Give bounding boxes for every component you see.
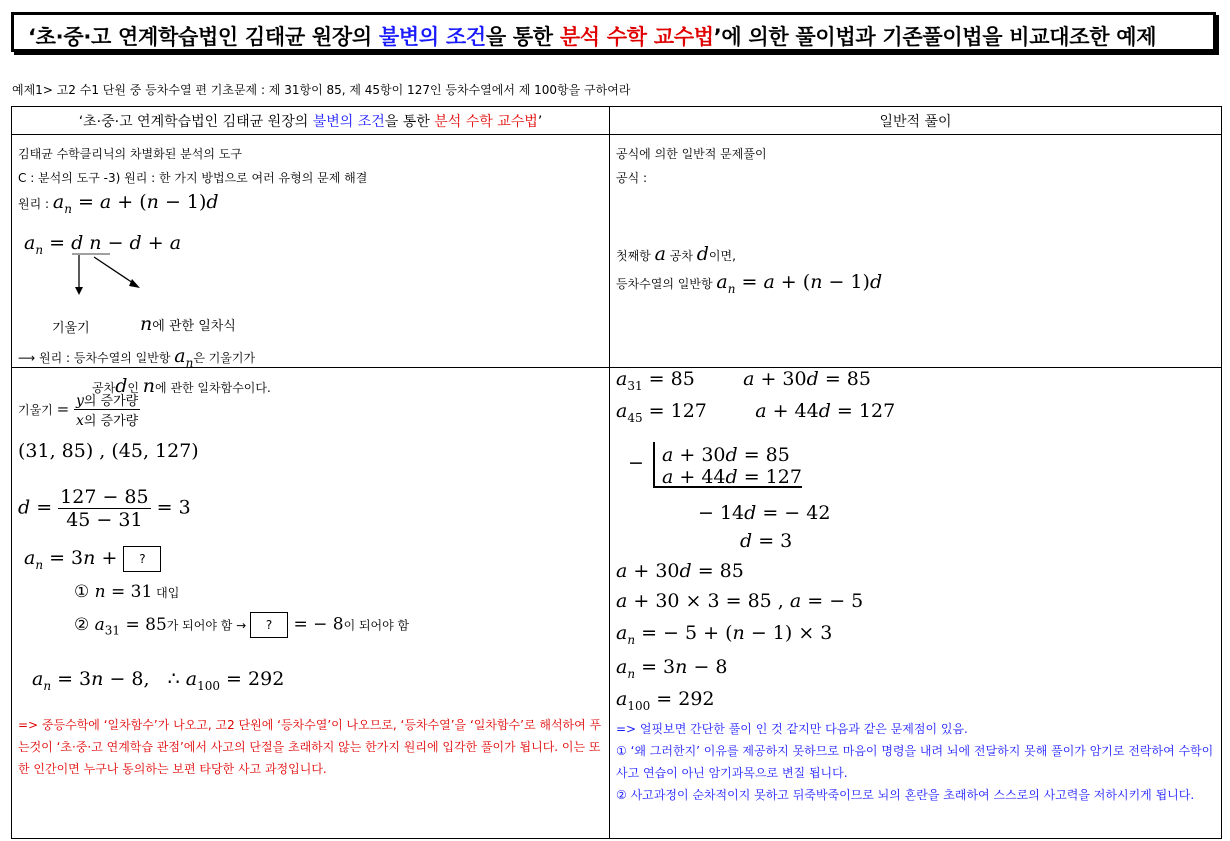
general-solution-title: 공식에 의한 일반적 문제풀이 [616,147,767,161]
substitute-eq: a + 30d = 85 [616,560,744,582]
slope-denominator: 의 증가량 [83,414,139,429]
title-part5: ’에 의한 풀이법과 기존풀이법을 비교대조한 예제 [713,25,1157,49]
header-left-highlight-method: 분석 수학 교수법 [434,113,538,130]
a-value: a + 30 × 3 = 85 , a = − 5 [616,590,864,612]
step-1-text: 대입 [152,586,180,600]
unknown-box: ? [123,546,161,572]
slope-computation: d = $\frac{127 - 85}{45 - 31}$ = 3 [18,486,191,531]
given-a45: $a_{45} = 127$ a + 44d = 127 [616,400,896,425]
slope-numerator: 의 증가량 [83,394,139,409]
principle-summary-a: ⟶ 원리 : 등차수열의 일반항 [18,351,175,365]
left-top-cell [12,135,610,397]
subtraction-result: − 14d = − 42 [698,502,831,524]
final-answer: $a_n = 3n - 8$, ∴ $a_{100} = 292$ [32,668,285,693]
first-term-c: 이면, [708,249,736,263]
title-box [11,12,1216,52]
principle-formula: 원리 : $a_n = a + (n - 1)d$ [18,191,219,216]
label-slope: 기울기 [52,321,90,336]
header-left-part5: ’ [537,113,543,130]
linear-form-formula: $a_n = d$ n − d + a [24,232,182,257]
system-eq2: a + 44d = 127 [662,466,802,488]
first-term-b: 공차 [665,249,697,263]
given-points: (31, 85) , (45, 127) [18,440,199,462]
problem-point-1: ① ‘왜 그러한지’ 이유를 제공하지 못하므로 마음이 명령을 내려 뇌에 전달하지 못해 풀이가 암기로 전락하여 수학이 사고 연습이 아닌 암기과목으로 변질 됩니다. [616,744,1214,780]
general-term-substituted: $a_n$ = − 5 + (n − 1) × 3 [616,622,833,647]
header-right: 일반적 풀이 [610,107,1222,135]
header-left-part3: 을 통한 [384,113,435,130]
problem-statement: 예제1> 고2 수1 단원 중 등차수열 편 기초문제 : 제 31항이 85, 제 45항이 127인 등차수열에서 제 100항을 구하여라 [12,83,631,97]
header-left-part1: ‘초·중·고 연계학습법인 김태균 원장의 [78,113,313,130]
principle-summary-c: 공차 [92,381,116,395]
left-bottom-cell [12,368,610,839]
partial-general-term: $a_n = 3n$ + ? [24,546,161,572]
step-2-text-b: 이 되어야 함 [343,618,410,633]
step-2-text-a: 가 되어야 함 → [166,618,251,633]
method-explanation-note: => 중등수학에 ‘일차함수’가 나오고, 고2 단원에 ‘등차수열’이 나오므로, ‘등차수열’을 ‘일차함수’로 해석하여 푸는것이 ‘초·중·고 연계학습 관점’에서 사고의 단절을 초래하지 않는 한가지 원리에 입각한 풀이가 됩니다. 이는 또한 인간이면 누구나 동의하는 보편 타당한 사고 과정입니다. [18,718,602,776]
principle-label: 원리 : [18,197,53,211]
analysis-arrows [62,253,162,313]
unknown-box-2: ? [250,612,288,638]
label-linear-expression: n에 관한 일차식 [140,313,236,335]
first-term-line: 첫째항 a 공차 d이면, [616,243,736,265]
title-part1: ‘초·중·고 연계학습법인 김태균 원장의 [28,25,379,49]
title-highlight-invariant: 불변의 조건 [378,25,486,49]
system-eq1: a + 30d = 85 [662,444,790,466]
right-top-cell [610,135,1222,368]
right-bottom-cell [610,368,1222,839]
label-linear-text: 에 관한 일차식 [152,319,236,334]
general-term-simplified: $a_n = 3n - 8$ [616,656,728,681]
first-term-a: 첫째항 [616,249,655,263]
subtract-sign: − [628,452,644,474]
step-2: ② $a_{31} = 85$가 되어야 함 → ? = − 8이 되어야 함 [74,612,409,638]
problem-point-2: ② 사고과정이 순차적이지 못하고 뒤죽박죽이므로 뇌의 혼란을 초래하여 스스로의 사고력을 저하시키게 됩니다. [616,788,1195,802]
comparison-table [11,106,1222,839]
general-term-line: 등차수열의 일반항 $a_n = a + (n - 1)d$ [616,271,883,296]
title-part3: 을 통한 [485,25,560,49]
principle-summary-line1: ⟶ 원리 : 등차수열의 일반항 $a_n$은 기울기가 [18,345,256,370]
a100-value: $a_{100} = 292$ [616,688,715,713]
slope-label: 기울기 [18,403,57,417]
header-left-highlight-invariant: 불변의 조건 [312,113,385,130]
header-left [12,107,610,135]
step-1: ① n = 31 대입 [74,582,180,602]
formula-label: 공식 : [616,171,648,185]
general-term-label: 등차수열의 일반항 [616,277,717,291]
d-value: d = 3 [740,530,793,552]
principle-summary-line2: 공차d인 n에 관한 일차함수이다. [92,375,271,397]
page-title [28,21,1156,51]
principle-summary-e: 에 관한 일차함수이다. [155,381,271,395]
analysis-tool-desc: C : 분석의 도구 -3) 원리 : 한 가지 방법으로 여러 유형의 문제 해결 [18,171,368,185]
title-highlight-method: 분석 수학 교수법 [559,25,714,49]
principle-summary-b: 은 기울기가 [193,351,256,365]
given-a31: $a_{31} = 85$ a + 30d = 85 [616,368,871,393]
analysis-tool-title: 김태균 수학클리닉의 차별화된 분석의 도구 [18,147,242,161]
problem-note: => 얼핏보면 간단한 풀이 인 것 같지만 다음과 같은 문제점이 있음. [616,722,968,736]
slope-definition: 기울기 = $\frac{\text{y의 증가량}}{\text{x의 증가량}}$ [18,390,140,429]
principle-summary-d: 인 [127,381,143,395]
